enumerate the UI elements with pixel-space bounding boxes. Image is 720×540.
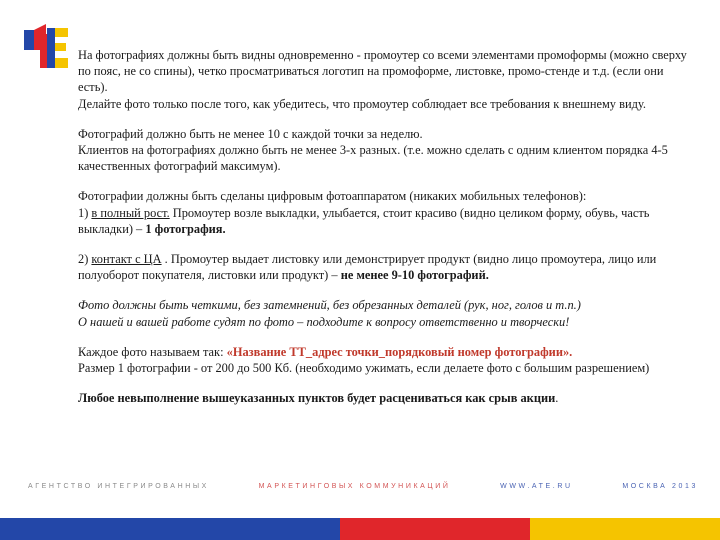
footer-bar-red	[340, 518, 530, 540]
text-naming: Каждое фото называем так:	[78, 344, 227, 359]
paragraph-quality	[78, 297, 688, 329]
text-min-photos: Фотографий должно быть не менее 10 с каждой точки за неделю.	[78, 126, 423, 141]
paragraph-quantity	[78, 126, 688, 175]
text-sharp: Фото должны быть четкими, без затемнений, без обрезанных деталей (рук, ног, голов и т.п.)	[78, 298, 581, 313]
text-item2-prefix: 2)	[78, 252, 92, 267]
paragraph-warning	[78, 390, 688, 406]
text-filename-pattern: «Название ТТ_адрес точки_порядковый номер фотографии».	[226, 344, 573, 359]
paragraph-contact	[78, 251, 688, 283]
text-warning: Любое невыполнение вышеуказанных пунктов будет расцениваться как срыв акции	[78, 391, 556, 406]
text-contact-ca: контакт с ЦА	[91, 252, 162, 267]
footer-site: WWW.ATE.RU	[500, 483, 573, 490]
text-one-photo: 1 фотография.	[145, 221, 226, 236]
text-camera: Фотографии должны быть сделаны цифровым фотоаппаратом (никаких мобильных телефонов):	[78, 189, 587, 204]
text-item1-prefix: 1)	[78, 205, 92, 220]
footer-bar-yellow	[530, 518, 720, 540]
footer-agency: АГЕНТСТВО ИНТЕГРИРОВАННЫХ	[28, 483, 209, 490]
text-photo-timing: Делайте фото только после того, как убедитесь, что промоутер соблюдает все требования к внешнему виду.	[78, 96, 646, 111]
text-visibility-rule: На фотографиях должны быть видны одновременно - промоутер со всеми элементами промоформы (можно сверху по пояс, не со спины), четко просматриваться логотип на промоформе, листовке, промо-стенде и т.д. (если они есть).	[78, 48, 687, 95]
text-file-size: Размер 1 фотографии - от 200 до 500 Кб. (необходимо ужимать, если делаете фото с большим разрешением)	[78, 361, 650, 376]
text-warning-end: .	[555, 391, 559, 406]
text-judged: О нашей и вашей работе судят по фото – подходите к вопросу ответственно и творчески!	[78, 314, 570, 329]
text-full-height-desc: Промоутер возле выкладки, улыбается, стоит красиво (видно целиком форму, обувь, часть выкладки) –	[78, 205, 650, 236]
text-nine-ten-photos: не менее 9-10 фотографий.	[340, 268, 489, 283]
text-clients: Клиентов на фотографиях должно быть не менее 3-х разных. (т.е. можно сделать с одним клиентом порядка 4-5 качественных фотографий максимум).	[78, 143, 668, 174]
text-full-height: в полный рост.	[91, 205, 170, 220]
text-contact-desc: . Промоутер выдает листовку или демонстрирует продукт (видно лицо промоутера, лицо или полуоборот покупателя, листовки или продукт) –	[78, 252, 657, 283]
paragraph-camera	[78, 188, 688, 237]
ate-logo-icon	[24, 24, 70, 70]
footer-tagline	[28, 483, 698, 490]
footer-marketing: МАРКЕТИНГОВЫХ КОММУНИКАЦИЙ	[258, 483, 451, 490]
footer-city: МОСКВА 2013	[622, 483, 698, 490]
paragraph-naming	[78, 344, 688, 376]
instructions-text	[78, 47, 688, 420]
paragraph-visibility	[78, 47, 688, 112]
footer-bar-blue	[0, 518, 340, 540]
